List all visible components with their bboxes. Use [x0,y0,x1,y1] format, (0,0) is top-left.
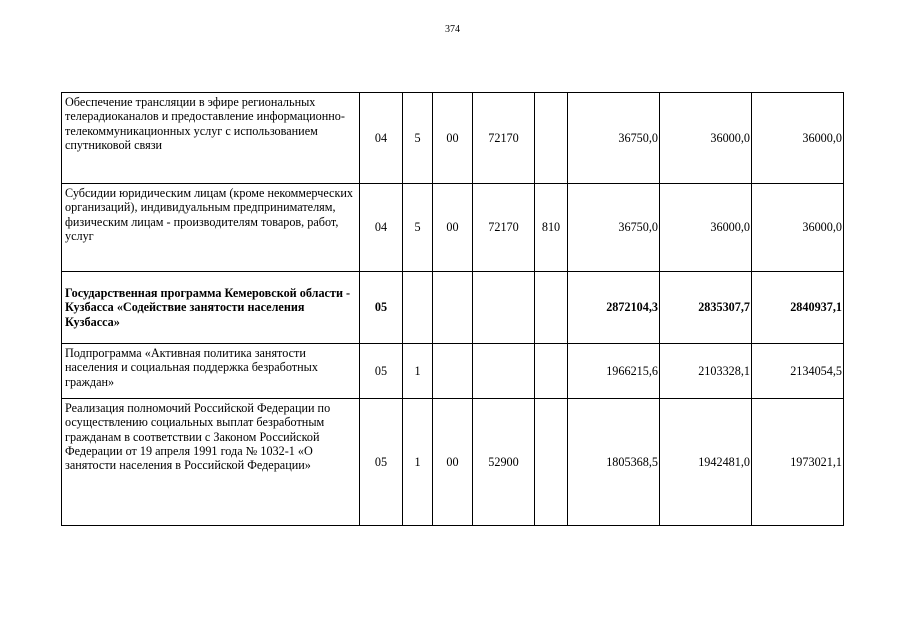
main-event-code: 00 [433,399,473,526]
year2-amount: 2103328,1 [660,344,752,399]
page-number: 374 [445,24,460,35]
expense-type-code [535,93,568,184]
expense-type-code: 810 [535,184,568,272]
direction-code [473,272,535,344]
table-row [62,93,844,184]
expense-type-code [535,399,568,526]
section-code: 05 [360,399,403,526]
table-row [62,344,844,399]
year1-amount: 1966215,6 [568,344,660,399]
year2-amount: 36000,0 [660,93,752,184]
subprogram-code: 1 [403,399,433,526]
subprogram-code: 5 [403,184,433,272]
direction-code: 52900 [473,399,535,526]
year1-amount: 36750,0 [568,184,660,272]
subprogram-code: 5 [403,93,433,184]
year1-amount: 2872104,3 [568,272,660,344]
budget-table [61,92,844,526]
direction-code: 72170 [473,93,535,184]
subprogram-code: 1 [403,344,433,399]
year2-amount: 36000,0 [660,184,752,272]
year3-amount: 2840937,1 [752,272,844,344]
section-code: 05 [360,272,403,344]
row-name: Реализация полномочий Российской Федерации по осуществлению социальных выплат безработным гражданам в соответствии с Законом Российской Федерации от 19 апреля 1991 года № 1032-1 «О занятости населения в Российской Федерации» [62,399,360,526]
table-row [62,184,844,272]
year1-amount: 36750,0 [568,93,660,184]
direction-code: 72170 [473,184,535,272]
expense-type-code [535,272,568,344]
year3-amount: 2134054,5 [752,344,844,399]
main-event-code: 00 [433,93,473,184]
expense-type-code [535,344,568,399]
year2-amount: 2835307,7 [660,272,752,344]
year3-amount: 1973021,1 [752,399,844,526]
section-code: 05 [360,344,403,399]
row-name: Субсидии юридическим лицам (кроме некоммерческих организаций), индивидуальным предпринимателям, физическим лицам - производителям товаров, работ, услуг [62,184,360,272]
subprogram-code [403,272,433,344]
main-event-code [433,272,473,344]
year3-amount: 36000,0 [752,184,844,272]
table-row [62,399,844,526]
row-name: Подпрограмма «Активная политика занятости населения и социальная поддержка безработных граждан» [62,344,360,399]
row-name: Государственная программа Кемеровской области - Кузбасса «Содействие занятости населения Кузбасса» [62,272,360,344]
direction-code [473,344,535,399]
year3-amount: 36000,0 [752,93,844,184]
row-name: Обеспечение трансляции в эфире региональных телерадиоканалов и предоставление информационно-телекоммуникационных услуг с использованием спутниковой связи [62,93,360,184]
section-code: 04 [360,184,403,272]
section-code: 04 [360,93,403,184]
year1-amount: 1805368,5 [568,399,660,526]
main-event-code: 00 [433,184,473,272]
year2-amount: 1942481,0 [660,399,752,526]
main-event-code [433,344,473,399]
table-row [62,272,844,344]
